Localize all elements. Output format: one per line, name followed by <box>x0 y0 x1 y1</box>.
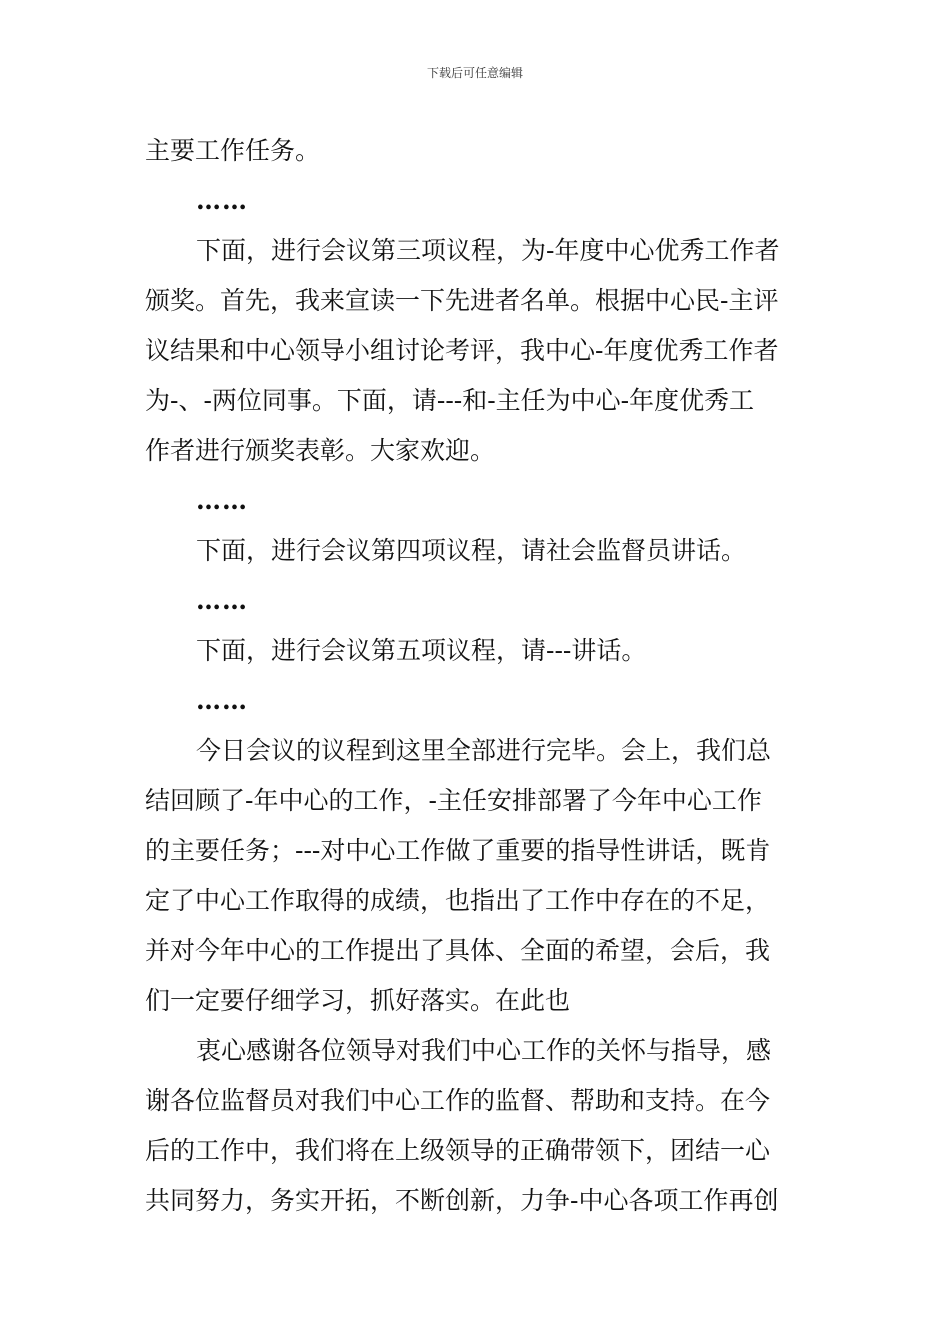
ellipsis-line: …… <box>196 686 248 715</box>
paragraph-start-line: 衷心感谢各位领导对我们中心工作的关怀与指导，感 <box>196 1036 772 1065</box>
text-line: 作者进行颁奖表彰。大家欢迎。 <box>145 436 496 465</box>
text-line: 定了中心工作取得的成绩，也指出了工作中存在的不足， <box>145 886 771 915</box>
text-line: 为-、-两位同事。下面，请---和-主任为中心-年度优秀工 <box>145 386 755 415</box>
text-line: 后的工作中，我们将在上级领导的正确带领下，团结一心 <box>145 1136 771 1165</box>
document-body <box>145 126 813 1226</box>
ellipsis-line: …… <box>196 486 248 515</box>
text-line: 们一定要仔细学习，抓好落实。在此也 <box>145 986 571 1015</box>
paragraph-start-line: 今日会议的议程到这里全部进行完毕。会上，我们总 <box>196 736 772 765</box>
text-line: 主要工作任务。 <box>145 136 321 165</box>
text-line: 谢各位监督员对我们中心工作的监督、帮助和支持。在今 <box>145 1086 771 1115</box>
text-line: 并对今年中心的工作提出了具体、全面的希望，会后，我 <box>145 936 771 965</box>
text-line: 颁奖。首先，我来宣读一下先进者名单。根据中心民-主评 <box>145 286 779 315</box>
ellipsis-line: …… <box>196 586 248 615</box>
text-line: 结回顾了-年中心的工作，-主任安排部署了今年中心工作 <box>145 786 762 815</box>
paragraph-start-line: 下面，进行会议第三项议程，为-年度中心优秀工作者 <box>196 236 780 265</box>
paragraph-start-line: 下面，进行会议第五项议程，请---讲话。 <box>196 636 647 665</box>
text-line: 共同努力，务实开拓，不断创新，力争-中心各项工作再创 <box>145 1186 779 1215</box>
text-line: 的主要任务；---对中心工作做了重要的指导性讲话，既肯 <box>145 836 771 865</box>
text-line: 议结果和中心领导小组讨论考评，我中心-年度优秀工作者 <box>145 336 779 365</box>
ellipsis-line: …… <box>196 186 248 215</box>
paragraph-start-line: 下面，进行会议第四项议程，请社会监督员讲话。 <box>196 536 747 565</box>
page-header: 下载后可任意编辑 <box>426 66 523 80</box>
